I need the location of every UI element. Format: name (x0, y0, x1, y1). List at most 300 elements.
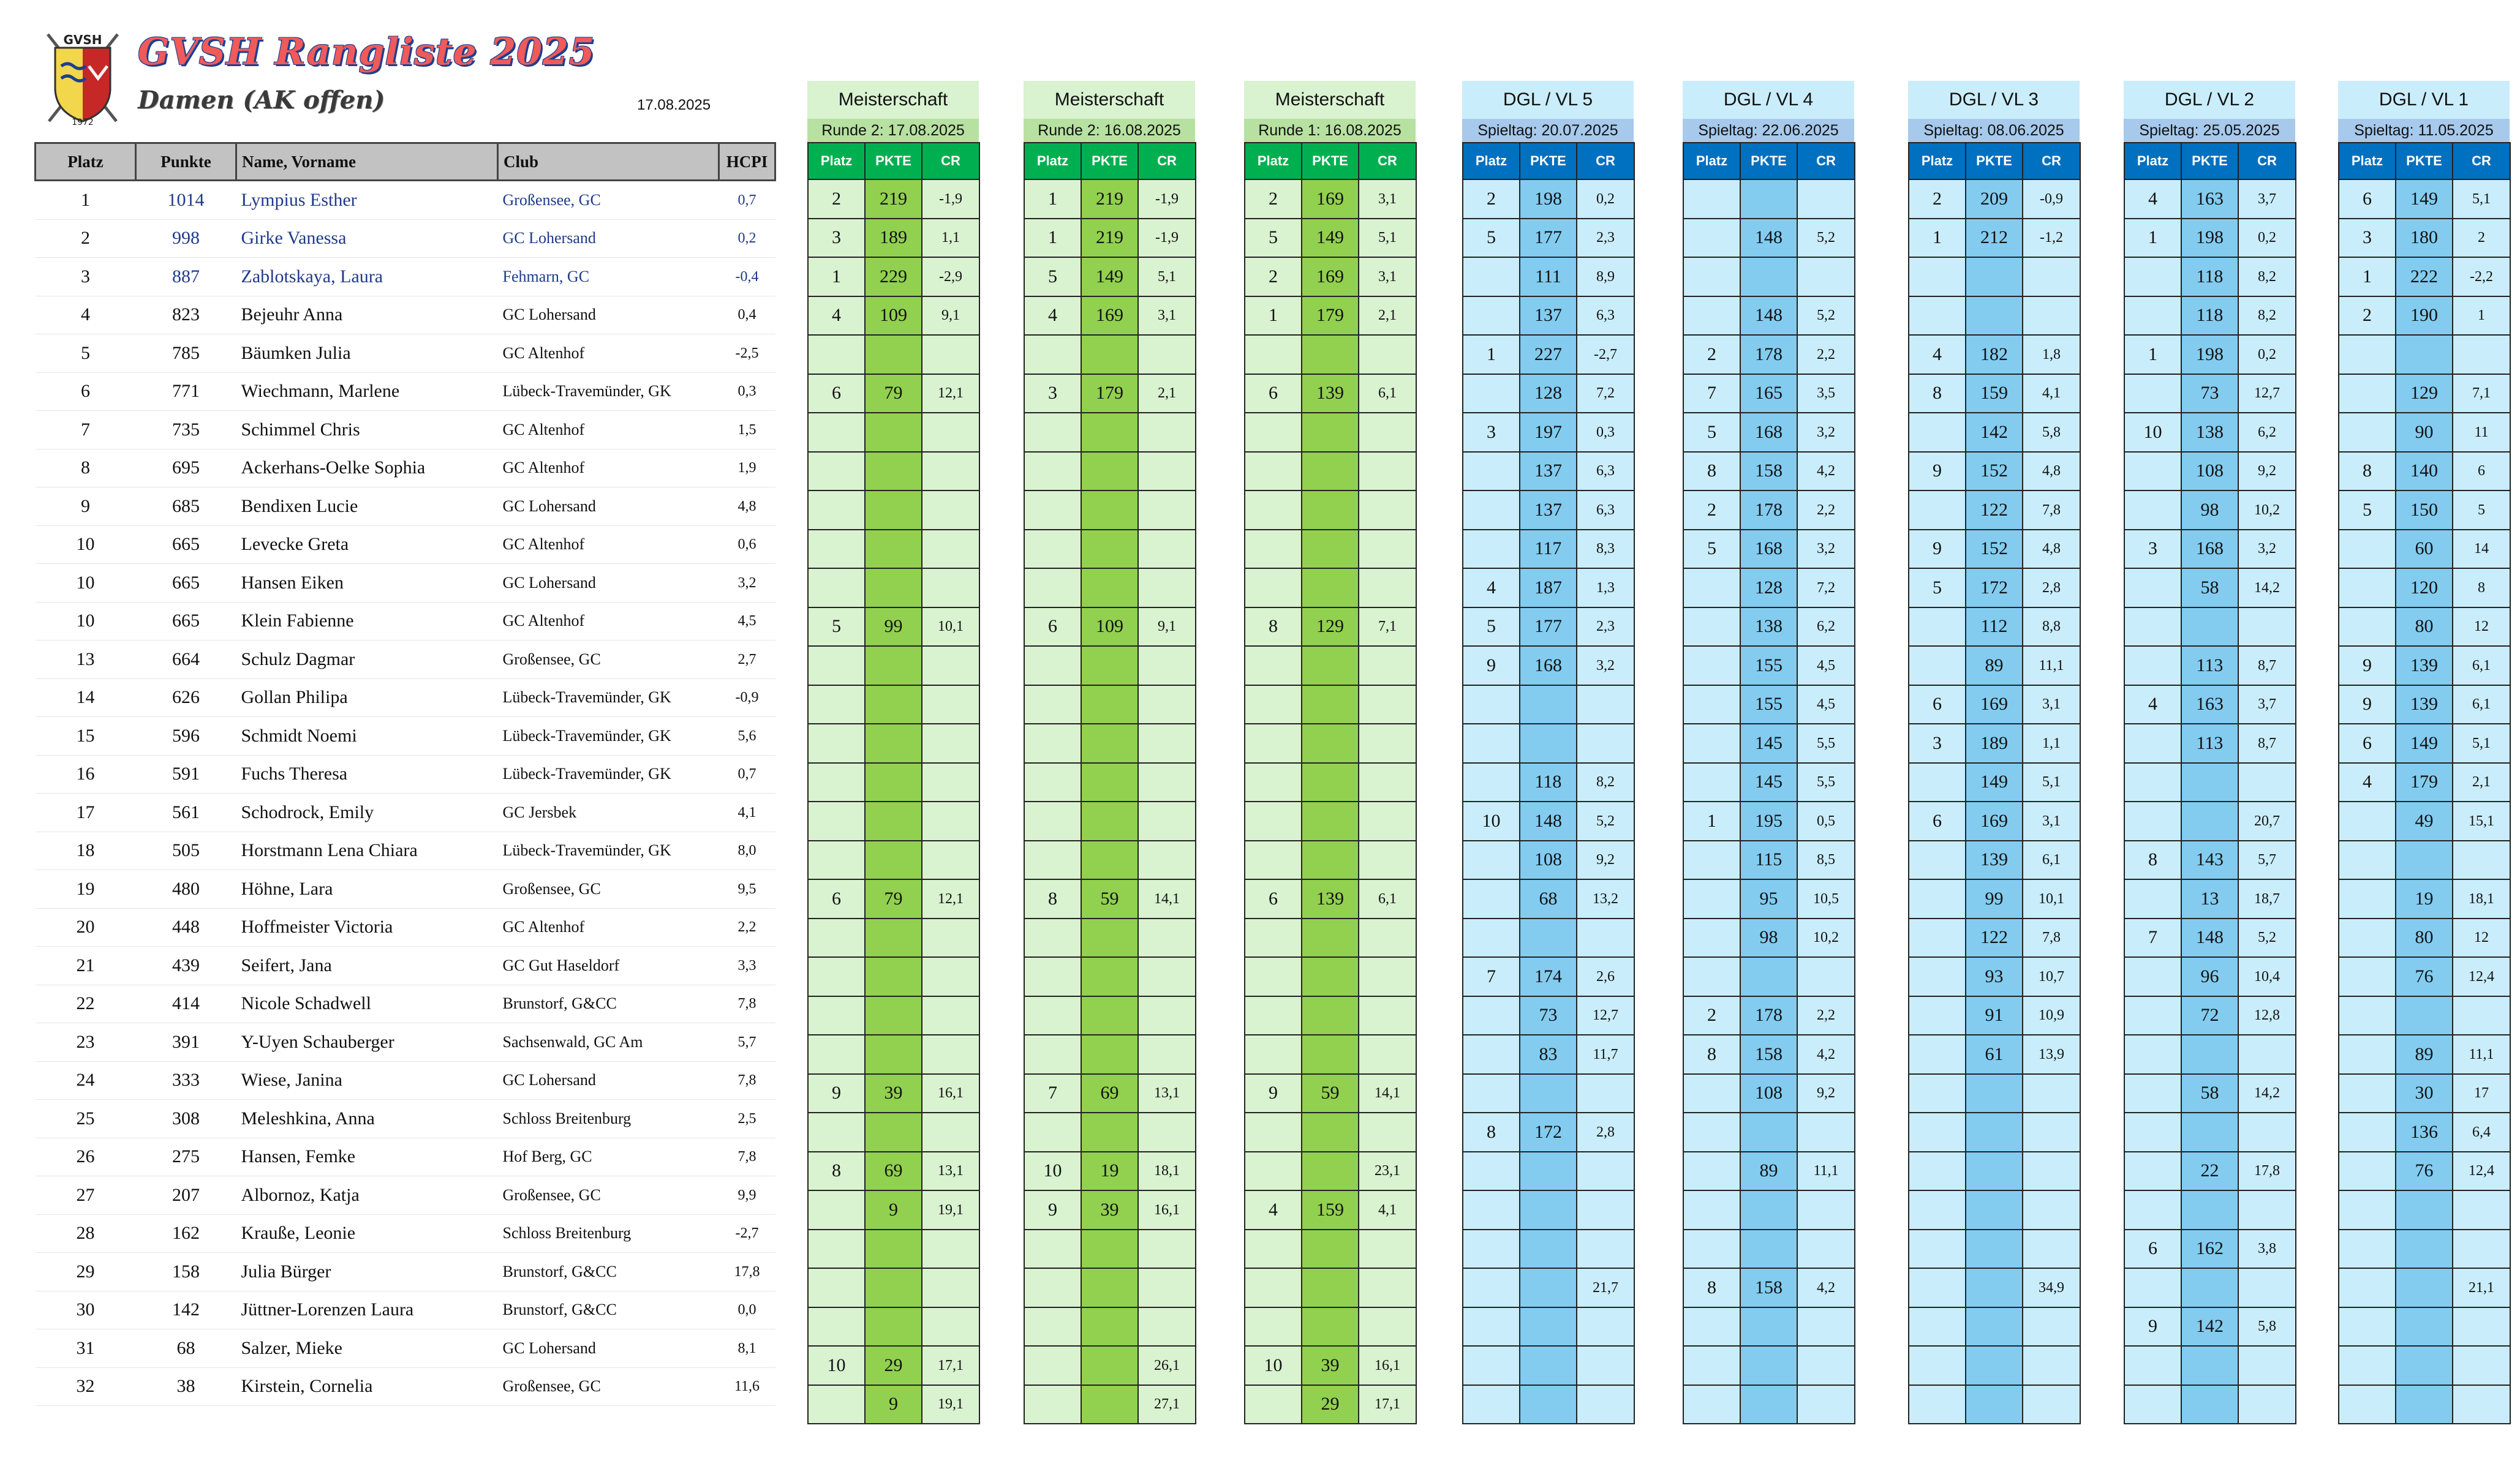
event-cr: 12,8 (2238, 996, 2296, 1035)
player-points: 391 (136, 1023, 236, 1062)
player-club: GC Altenhof (498, 411, 719, 449)
event-cr: 18,1 (1138, 1152, 1196, 1191)
event-points: 89 (2396, 1035, 2453, 1074)
event-rank (2124, 1190, 2181, 1230)
event-points (2396, 1268, 2453, 1307)
event-cr: 3,8 (2238, 1230, 2296, 1269)
event-rank (1245, 1307, 1302, 1347)
event-cr: 6,1 (2453, 685, 2510, 724)
player-points: 38 (136, 1367, 236, 1406)
header-rank: Platz (36, 143, 136, 181)
event-points (1302, 452, 1359, 491)
player-points: 505 (136, 832, 236, 870)
player-points: 1014 (136, 181, 236, 220)
event-row (1909, 490, 2080, 530)
event-points (2396, 841, 2453, 880)
event-rank (1683, 1385, 1740, 1424)
event-points: 138 (2181, 413, 2238, 452)
event-rank (1024, 335, 1081, 374)
event-cr (1138, 335, 1196, 374)
event-cr: 12,7 (2238, 374, 2296, 413)
event-rank (1909, 413, 1966, 452)
event-rank (1463, 996, 1520, 1035)
player-name: Wiechmann, Marlene (236, 372, 498, 411)
event-header-cr: CR (2023, 143, 2080, 179)
event-row (1909, 413, 2080, 452)
event-rank: 9 (1463, 646, 1520, 685)
table-row (36, 1329, 775, 1368)
event-points: 219 (865, 179, 922, 219)
event-points (2181, 1268, 2238, 1307)
event-rank (1463, 490, 1520, 530)
event-cr: 5,2 (1797, 296, 1855, 336)
event-cr (922, 335, 979, 374)
event-rank: 6 (808, 374, 865, 413)
page-subtitle: Damen (AK offen) (138, 86, 385, 115)
player-club: Hof Berg, GC (498, 1138, 719, 1176)
event-rank (1245, 1230, 1302, 1269)
event-cr: 6,3 (1577, 452, 1634, 491)
player-hcpi: -0,9 (719, 678, 775, 717)
event-points: 128 (1740, 568, 1797, 607)
event-points (1081, 1113, 1138, 1152)
event-row (2339, 1113, 2510, 1152)
event-row (1245, 413, 1416, 452)
event-cr: 23,1 (1359, 1152, 1416, 1191)
event-rank: 5 (1024, 257, 1081, 296)
event-rank (1463, 879, 1520, 919)
player-points: 771 (136, 372, 236, 411)
event-points: 169 (1302, 257, 1359, 296)
event-points (2181, 1346, 2238, 1385)
event-points: 29 (865, 1346, 922, 1385)
event-cr: 0,3 (1577, 413, 1634, 452)
event-cr: 16,1 (1359, 1346, 1416, 1385)
event-rank (1024, 1307, 1081, 1347)
event-row (1463, 219, 1634, 258)
event-cr (2453, 1230, 2510, 1269)
event-cr: -0,9 (2023, 179, 2080, 219)
event-points (1520, 1074, 1577, 1113)
event-points (1302, 724, 1359, 763)
event-points (1520, 1152, 1577, 1191)
event-header-row (1683, 143, 1855, 179)
event-cr (1359, 724, 1416, 763)
event-cr: 12,4 (2453, 957, 2510, 996)
event-cr (1577, 1074, 1634, 1113)
event-points: 149 (1081, 257, 1138, 296)
event-header-cr: CR (2453, 143, 2510, 179)
event-cr: 3,1 (2023, 802, 2080, 841)
event-cr (1577, 1346, 1634, 1385)
event-cr (2023, 1346, 2080, 1385)
player-name: Gollan Philipa (236, 678, 498, 717)
event-rank: 7 (1683, 374, 1740, 413)
event-points: 19 (1081, 1152, 1138, 1191)
event-cr: -1,9 (1138, 179, 1196, 219)
event-row (1024, 1074, 1196, 1113)
event-header-points: PKTE (1081, 143, 1138, 179)
event-row (1463, 530, 1634, 569)
event-rank (1024, 490, 1081, 530)
event-cr (922, 1307, 979, 1347)
event-row (1245, 1190, 1416, 1230)
event-points: 159 (1966, 374, 2023, 413)
event-points: 162 (2181, 1230, 2238, 1269)
event-header-cr: CR (2238, 143, 2296, 179)
event-points (865, 763, 922, 802)
player-hcpi: 0,0 (719, 1291, 775, 1329)
event-table (1244, 142, 1417, 1424)
event-points (1520, 1385, 1577, 1424)
event-row (1909, 530, 2080, 569)
event-points (865, 724, 922, 763)
event-row (1463, 802, 1634, 841)
event-row (1245, 841, 1416, 880)
event-row (808, 335, 979, 374)
event-header-row (1463, 143, 1634, 179)
event-rank (2124, 763, 2181, 802)
event-cr (1577, 1152, 1634, 1191)
event-points: 219 (1081, 219, 1138, 258)
event-row (1463, 490, 1634, 530)
event-header-row (1024, 143, 1196, 179)
event-row (1245, 452, 1416, 491)
event-points (865, 568, 922, 607)
event-cr (2023, 1190, 2080, 1230)
event-rank (1463, 452, 1520, 491)
event-rank (2124, 257, 2181, 296)
event-points (1302, 957, 1359, 996)
event-rank (1683, 219, 1740, 258)
event-rank (1245, 724, 1302, 763)
event-cr (1138, 841, 1196, 880)
event-points: 229 (865, 257, 922, 296)
event-row (2124, 1307, 2296, 1347)
event-points (1302, 646, 1359, 685)
event-cr (2023, 1152, 2080, 1191)
event-rank (1463, 1035, 1520, 1074)
event-rank: 1 (2124, 335, 2181, 374)
event-row (1683, 879, 1855, 919)
event-rank (1463, 1230, 1520, 1269)
player-rank: 31 (36, 1329, 136, 1368)
event-row (1683, 996, 1855, 1035)
event-row (2339, 452, 2510, 491)
event-row (808, 1152, 979, 1191)
header-points: Punkte (136, 143, 236, 181)
event-rank (2339, 335, 2396, 374)
event-rank: 1 (1683, 802, 1740, 841)
event-row (2124, 490, 2296, 530)
event-rank (1245, 1035, 1302, 1074)
event-row (1683, 1385, 1855, 1424)
event-cr (1359, 646, 1416, 685)
event-rank (1683, 841, 1740, 880)
table-row (36, 219, 775, 258)
event-rank (1245, 1385, 1302, 1424)
event-cr: 14 (2453, 530, 2510, 569)
event-cr (1138, 568, 1196, 607)
event-points: 90 (2396, 413, 2453, 452)
player-name: Hansen, Femke (236, 1138, 498, 1176)
event-row (1909, 685, 2080, 724)
event-rank: 10 (1245, 1346, 1302, 1385)
event-cr: 11,7 (1577, 1035, 1634, 1074)
event-row (1245, 568, 1416, 607)
event-rank: 1 (1909, 219, 1966, 258)
event-cr (922, 996, 979, 1035)
event-rank (1024, 1230, 1081, 1269)
event-points: 198 (2181, 219, 2238, 258)
event-cr (2023, 1385, 2080, 1424)
event-points: 198 (1520, 179, 1577, 219)
event-header-rank: Platz (2339, 143, 2396, 179)
event-cr: 10,2 (1797, 919, 1855, 958)
event-row (1245, 879, 1416, 919)
event-row (808, 374, 979, 413)
event-points: 108 (2181, 452, 2238, 491)
event-rank (808, 1307, 865, 1347)
event-row (1245, 724, 1416, 763)
event-rank (1024, 996, 1081, 1035)
event-row (1245, 1035, 1416, 1074)
event-points (1966, 1385, 2023, 1424)
event-cr: 8,2 (2238, 296, 2296, 336)
event-points: 168 (1740, 530, 1797, 569)
player-club: GC Lohersand (498, 1329, 719, 1368)
event-points: 169 (1966, 685, 2023, 724)
event-rank (1909, 646, 1966, 685)
event-rank (1909, 1346, 1966, 1385)
event-cr: 3,1 (2023, 685, 2080, 724)
event-points: 58 (2181, 1074, 2238, 1113)
event-cr (1138, 802, 1196, 841)
event-cr: 6,3 (1577, 490, 1634, 530)
event-row (1909, 257, 2080, 296)
event-row (1909, 841, 2080, 880)
event-cr: 3,1 (1359, 179, 1416, 219)
event-table (1024, 142, 1196, 1424)
event-points (2396, 1230, 2453, 1269)
event-cr (922, 1268, 979, 1307)
event-cr: 8,7 (2238, 724, 2296, 763)
event-row (2339, 1307, 2510, 1347)
event-rank: 5 (1909, 568, 1966, 607)
event-row (2339, 1074, 2510, 1113)
event-row (2124, 1190, 2296, 1230)
event-table (2338, 142, 2511, 1424)
event-row (1909, 219, 2080, 258)
event-row (1463, 452, 1634, 491)
event-rank (1683, 296, 1740, 336)
event-points: 139 (2396, 685, 2453, 724)
event-points (1302, 685, 1359, 724)
event-points (865, 957, 922, 996)
event-rank (1245, 802, 1302, 841)
event-points (865, 413, 922, 452)
event-cr (2238, 1385, 2296, 1424)
event-rank: 9 (1245, 1074, 1302, 1113)
player-hcpi: 2,5 (719, 1100, 775, 1138)
event-rank (2124, 646, 2181, 685)
event-points: 22 (2181, 1152, 2238, 1191)
event-date: Runde 2: 17.08.2025 (807, 119, 979, 142)
event-points: 59 (1081, 879, 1138, 919)
event-points: 113 (2181, 646, 2238, 685)
event-row (1909, 1268, 2080, 1307)
player-rank: 17 (36, 794, 136, 832)
table-row (36, 1253, 775, 1291)
event-row (1683, 1346, 1855, 1385)
event-row (2339, 1190, 2510, 1230)
event-rank: 3 (1024, 374, 1081, 413)
event-row (2124, 763, 2296, 802)
event-points (1740, 1230, 1797, 1269)
event-rank (1909, 257, 1966, 296)
event-row (1024, 413, 1196, 452)
event-rank (2339, 919, 2396, 958)
event-row (2124, 296, 2296, 336)
event-points: 111 (1520, 257, 1577, 296)
event-cr (2453, 1346, 2510, 1385)
event-rank (1024, 646, 1081, 685)
event-row (808, 1268, 979, 1307)
event-rank: 1 (1245, 296, 1302, 336)
event-title: Meisterschaft (1024, 81, 1195, 119)
player-hcpi: 4,8 (719, 487, 775, 526)
event-cr: 1 (2453, 296, 2510, 336)
event-cr: 4,2 (1797, 1268, 1855, 1307)
event-points (1966, 1190, 2023, 1230)
event-points: 150 (2396, 490, 2453, 530)
event-row (1909, 335, 2080, 374)
event-row (1245, 802, 1416, 841)
event-header-points: PKTE (2396, 143, 2453, 179)
event-cr (1359, 685, 1416, 724)
event-cr: 2,8 (2023, 568, 2080, 607)
event-rank (1683, 1113, 1740, 1152)
event-row (808, 413, 979, 452)
event-header-rank: Platz (1909, 143, 1966, 179)
player-rank: 28 (36, 1214, 136, 1253)
table-row (36, 296, 775, 334)
event-rank: 5 (1463, 219, 1520, 258)
event-row (2124, 219, 2296, 258)
event-row (808, 1074, 979, 1113)
event-cr: 4,5 (1797, 685, 1855, 724)
player-name: Meleshkina, Anna (236, 1100, 498, 1138)
event-row (2124, 1346, 2296, 1385)
player-club: Großensee, GC (498, 870, 719, 909)
event-points: 177 (1520, 607, 1577, 647)
event-header-rank: Platz (2124, 143, 2181, 179)
event-row (2339, 490, 2510, 530)
event-cr: 6,4 (2453, 1113, 2510, 1152)
event-rank (1245, 841, 1302, 880)
event-points: 195 (1740, 802, 1797, 841)
event-cr (1138, 452, 1196, 491)
event-points: 98 (2181, 490, 2238, 530)
event-points (1081, 1346, 1138, 1385)
event-cr: 1,1 (922, 219, 979, 258)
table-row (36, 1214, 775, 1253)
event-rank (1909, 490, 1966, 530)
player-rank: 19 (36, 870, 136, 909)
event-cr (1138, 413, 1196, 452)
event-cr: 3,1 (1138, 296, 1196, 336)
player-points: 142 (136, 1291, 236, 1329)
event-points: 89 (1740, 1152, 1797, 1191)
event-points: 139 (1302, 374, 1359, 413)
event-points: 198 (2181, 335, 2238, 374)
event-points: 117 (1520, 530, 1577, 569)
event-header-rank: Platz (1024, 143, 1081, 179)
event-row (808, 1346, 979, 1385)
player-club: GC Lohersand (498, 296, 719, 334)
event-rank (2124, 296, 2181, 336)
event-cr: 13,9 (2023, 1035, 2080, 1074)
event-row (2124, 957, 2296, 996)
event-row (808, 919, 979, 958)
event-cr (1138, 1307, 1196, 1347)
event-rank (2124, 1152, 2181, 1191)
player-hcpi: 1,5 (719, 411, 775, 449)
event-cr (1359, 841, 1416, 880)
event-rank (1909, 957, 1966, 996)
event-row (1024, 724, 1196, 763)
event-cr: 9,1 (922, 296, 979, 336)
event-row (1245, 685, 1416, 724)
event-row (1909, 1152, 2080, 1191)
event-cr: 6,1 (2453, 646, 2510, 685)
event-rank (2339, 802, 2396, 841)
event-rank: 1 (1024, 179, 1081, 219)
event-cr (922, 1113, 979, 1152)
table-row (36, 947, 775, 985)
event-rank (2124, 452, 2181, 491)
event-points (865, 530, 922, 569)
event-points (1966, 1074, 2023, 1113)
event-row (1683, 179, 1855, 219)
player-points: 695 (136, 449, 236, 487)
event-rank: 2 (1245, 179, 1302, 219)
player-hcpi: -2,7 (719, 1214, 775, 1253)
event-cr: 5,5 (1797, 763, 1855, 802)
event-points: 109 (865, 296, 922, 336)
table-row (36, 487, 775, 526)
event-cr: 2,1 (1359, 296, 1416, 336)
event-points (2181, 802, 2238, 841)
event-row (2339, 413, 2510, 452)
event-row (1245, 957, 1416, 996)
event-row (1683, 296, 1855, 336)
event-cr (1359, 1268, 1416, 1307)
event-row (1024, 530, 1196, 569)
event-rank: 8 (808, 1152, 865, 1191)
player-name: Fuchs Theresa (236, 755, 498, 794)
event-row (1463, 1307, 1634, 1347)
event-rank: 9 (808, 1074, 865, 1113)
event-cr (1359, 568, 1416, 607)
event-cr (1138, 1113, 1196, 1152)
event-points: 137 (1520, 452, 1577, 491)
event-row (1024, 452, 1196, 491)
event-points (1081, 1035, 1138, 1074)
event-row (1683, 1074, 1855, 1113)
event-rank (1909, 296, 1966, 336)
player-name: Bäumken Julia (236, 334, 498, 373)
